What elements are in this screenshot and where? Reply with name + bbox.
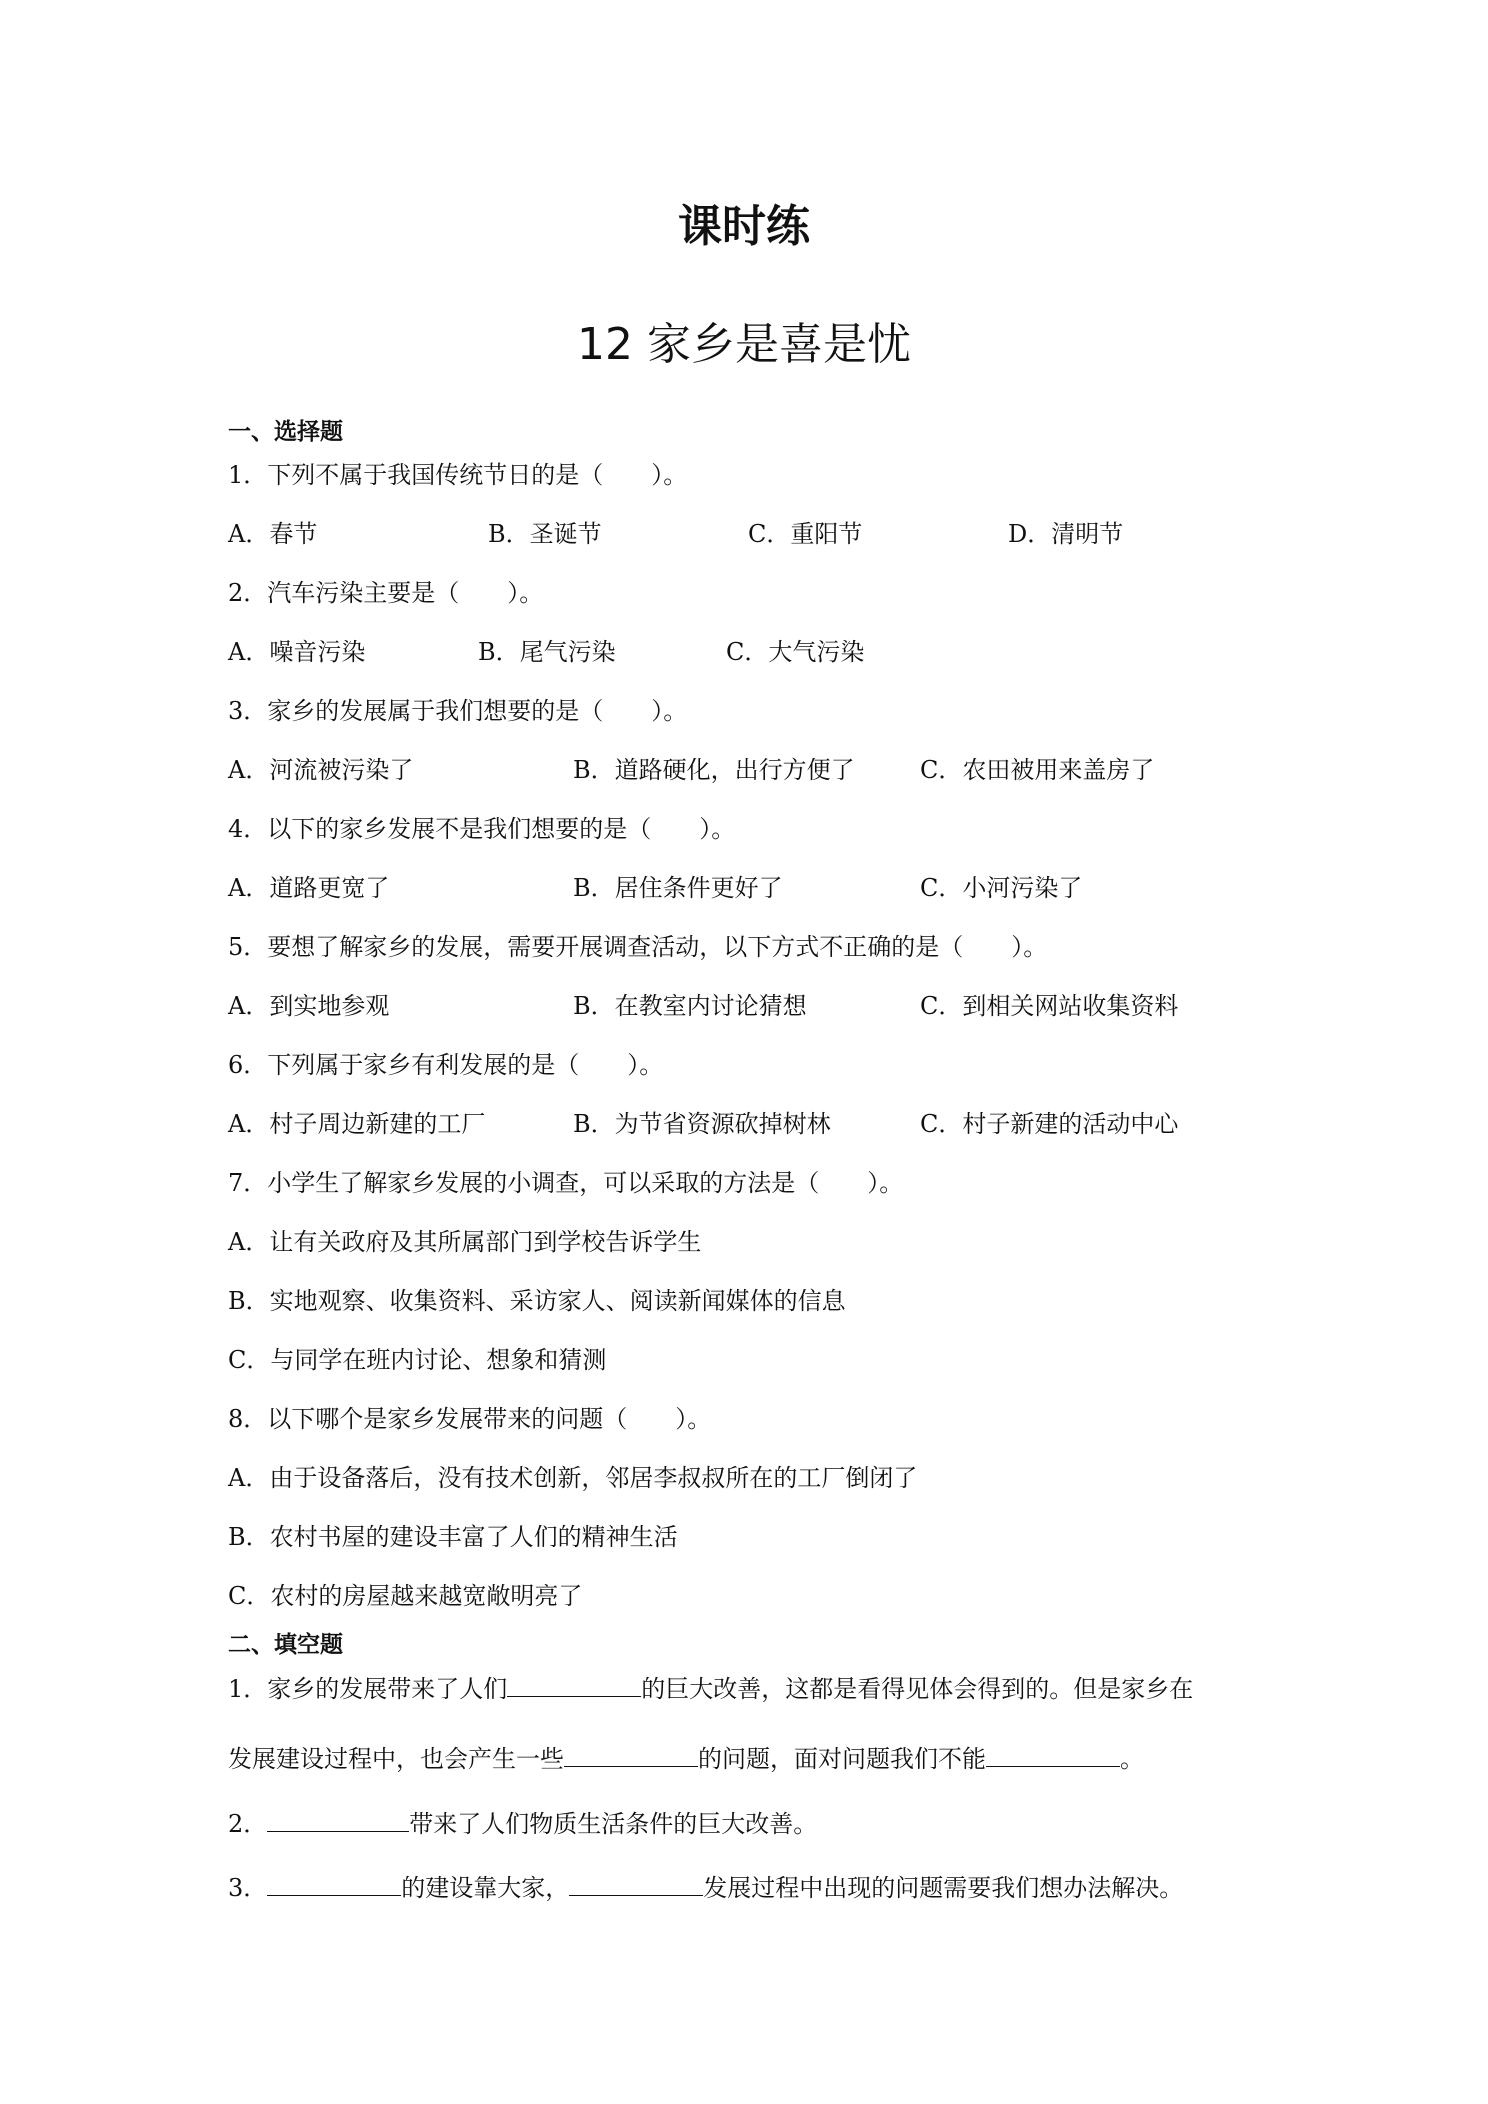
question-4: 4．以下的家乡发展不是我们想要的是（ ）。 [228, 815, 736, 843]
fill-question-3: 3． 的建设靠大家， 发展过程中出现的问题需要我们想办法解决。 [228, 1869, 1183, 1905]
q1-option-c: C．重阳节 [748, 520, 863, 548]
section-choice-heading: 一、选择题 [228, 419, 343, 445]
fill-question-1-line-1: 1．家乡的发展带来了人们 的巨大改善，这都是看得见体会得到的。但是家乡在 [228, 1670, 1193, 1706]
q1-option-b: B．圣诞节 [488, 520, 602, 548]
question-6: 6．下列属于家乡有利发展的是（ ）。 [228, 1051, 664, 1079]
q1-option-d: D．清明节 [1008, 520, 1124, 548]
fill-blank[interactable] [507, 1670, 641, 1697]
q7-option-c: C．与同学在班内讨论、想象和猜测 [228, 1346, 607, 1374]
q6-option-c: C．村子新建的活动中心 [920, 1110, 1179, 1138]
q5-option-c: C．到相关网站收集资料 [920, 992, 1179, 1020]
question-5: 5．要想了解家乡的发展，需要开展调查活动，以下方式不正确的是（ ）。 [228, 933, 1048, 961]
q5-option-b: B．在教室内讨论猜想 [573, 992, 807, 1020]
question-2: 2．汽车污染主要是（ ）。 [228, 579, 544, 607]
q2-option-c: C．大气污染 [726, 638, 865, 666]
fill-blank[interactable] [564, 1740, 698, 1767]
q3-option-a: A．河流被污染了 [228, 756, 414, 784]
q7-option-b: B．实地观察、收集资料、采访家人、阅读新闻媒体的信息 [228, 1287, 846, 1315]
fill-blank[interactable] [267, 1869, 401, 1896]
page-title: 课时练 [678, 201, 810, 252]
q1-option-a: A．春节 [228, 520, 318, 548]
question-3: 3．家乡的发展属于我们想要的是（ ）。 [228, 697, 688, 725]
question-1: 1．下列不属于我国传统节日的是（ ）。 [228, 461, 688, 489]
lesson-title: 12 家乡是喜是忧 [577, 319, 911, 370]
section-fill-heading: 二、填空题 [228, 1632, 343, 1658]
q8-option-a: A．由于设备落后，没有技术创新，邻居李叔叔所在的工厂倒闭了 [228, 1464, 918, 1492]
q2-option-a: A．噪音污染 [228, 638, 366, 666]
q4-option-a: A．道路更宽了 [228, 874, 390, 902]
fill-question-1-line-2: 发展建设过程中，也会产生一些 的问题，面对问题我们不能 。 [228, 1740, 1144, 1776]
q4-option-b: B．居住条件更好了 [573, 874, 783, 902]
question-8: 8．以下哪个是家乡发展带来的问题（ ）。 [228, 1405, 712, 1433]
question-7: 7．小学生了解家乡发展的小调查，可以采取的方法是（ ）。 [228, 1169, 904, 1197]
q8-option-b: B．农村书屋的建设丰富了人们的精神生活 [228, 1523, 678, 1551]
q7-option-a: A．让有关政府及其所属部门到学校告诉学生 [228, 1228, 702, 1256]
fill-blank[interactable] [986, 1740, 1120, 1767]
q6-option-a: A．村子周边新建的工厂 [228, 1110, 486, 1138]
q6-option-b: B．为节省资源砍掉树林 [573, 1110, 831, 1138]
fill-blank[interactable] [569, 1869, 703, 1896]
q2-option-b: B．尾气污染 [478, 638, 616, 666]
q3-option-c: C．农田被用来盖房了 [920, 756, 1155, 784]
q4-option-c: C．小河污染了 [920, 874, 1083, 902]
fill-question-2: 2． 带来了人们物质生活条件的巨大改善。 [228, 1805, 817, 1841]
q8-option-c: C．农村的房屋越来越宽敞明亮了 [228, 1582, 583, 1610]
q5-option-a: A．到实地参观 [228, 992, 390, 1020]
fill-blank[interactable] [267, 1805, 409, 1832]
q3-option-b: B．道路硬化，出行方便了 [573, 756, 855, 784]
